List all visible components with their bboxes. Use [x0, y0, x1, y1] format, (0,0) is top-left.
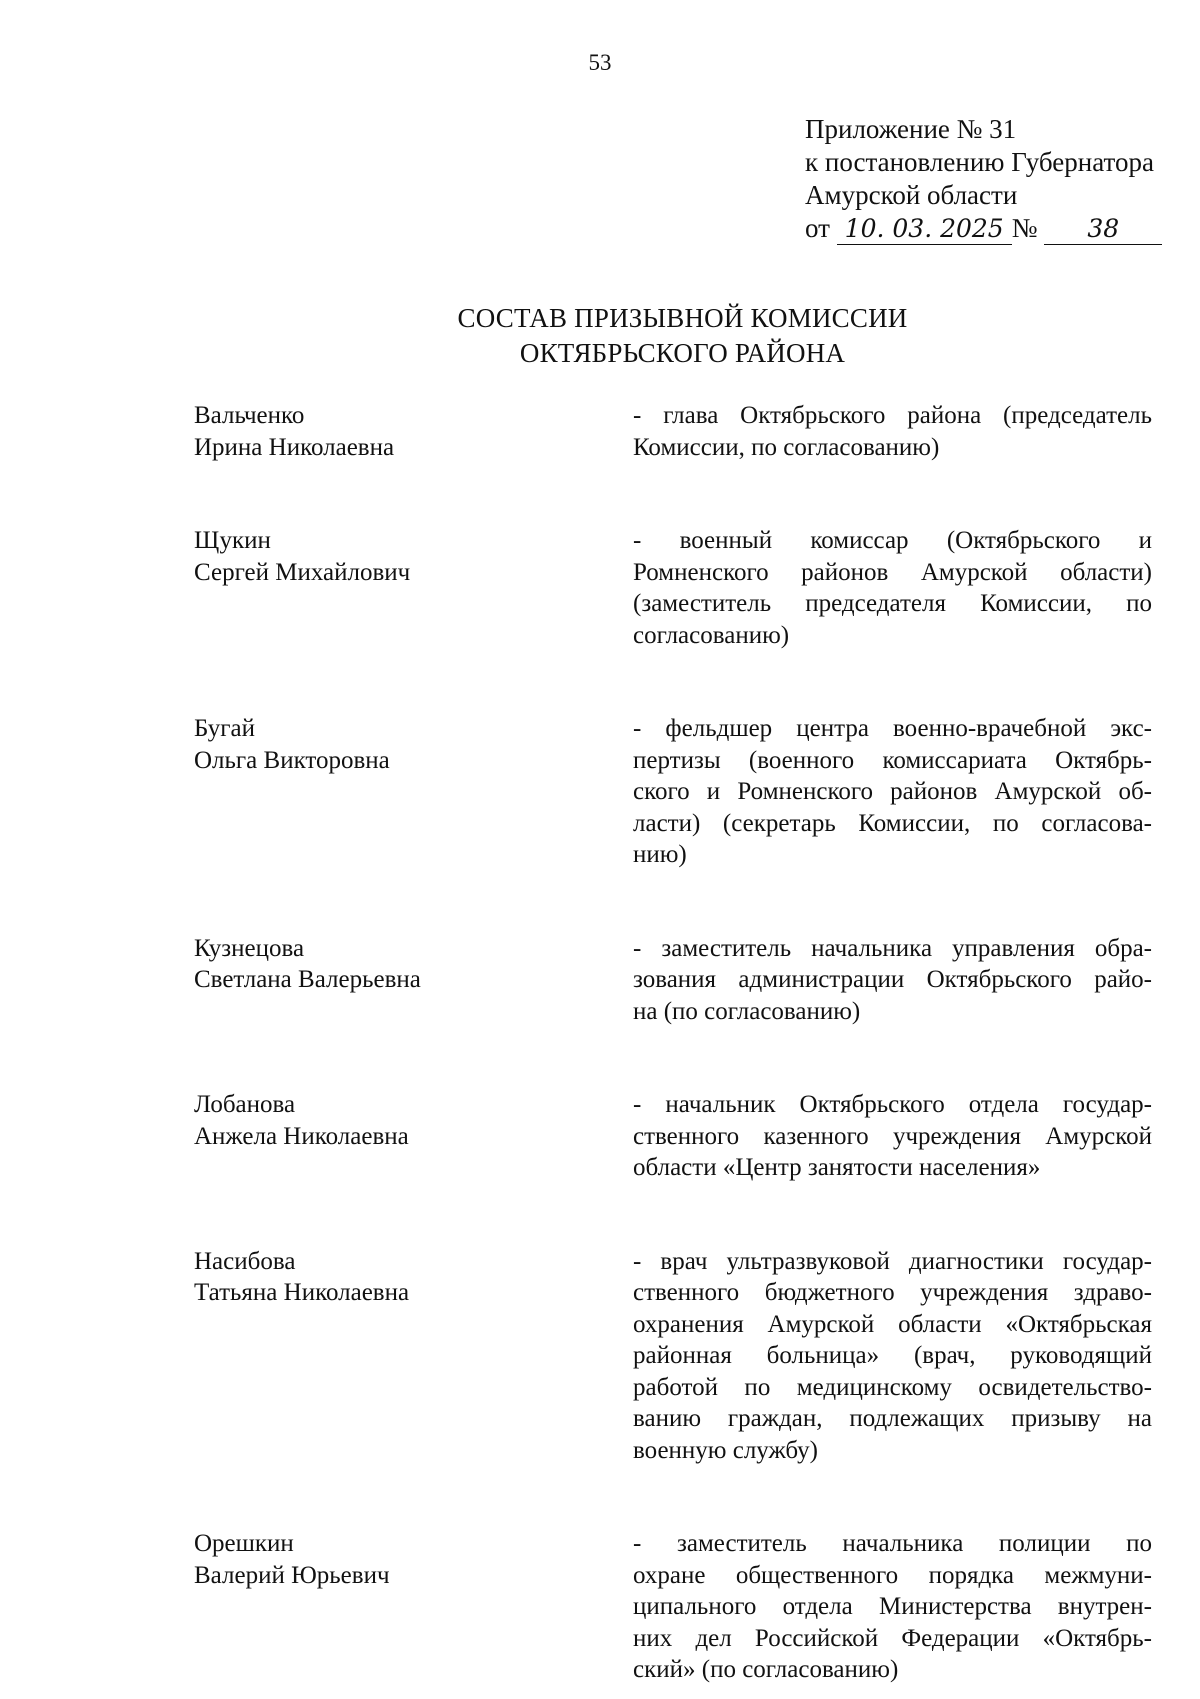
member-role	[633, 400, 1152, 463]
member-role	[633, 1246, 1152, 1467]
member-role	[633, 713, 1152, 871]
title-line-2: ОКТЯБРЬСКОГО РАЙОНА	[519, 338, 846, 368]
role-line: зования администрации Октябрьского райо-	[633, 966, 1152, 993]
member-given-names: Ирина Николаевна	[194, 433, 395, 461]
handwritten-date: 10. 03. 2025	[837, 214, 1012, 245]
role-line: ственного казенного учреждения Амурской	[633, 1122, 1152, 1150]
role-line: - врач ультразвуковой диагностики государ-	[633, 1247, 1152, 1275]
role-line: них дел Российской Федерации «Октябрь-	[633, 1624, 1152, 1652]
role-line: - военный комиссар (Октябрьского и	[633, 527, 1152, 554]
member-given-names: Анжела Николаевна	[194, 1122, 409, 1150]
members-list	[194, 400, 1152, 1686]
member-surname: Бугай	[194, 715, 255, 742]
role-line: ского и Ромненского районов Амурской об-	[633, 778, 1152, 805]
role-line: охране общественного порядка межмуни-	[633, 1561, 1152, 1589]
role-line: нию)	[633, 841, 687, 868]
member-surname: Насибова	[194, 1247, 296, 1275]
role-line: согласованию)	[633, 621, 790, 649]
role-line: работой по медицинскому освидетельство-	[633, 1373, 1152, 1401]
member-surname: Кузнецова	[194, 934, 305, 962]
role-line: Комиссии, по согласованию)	[633, 433, 940, 461]
member-entry	[194, 400, 1152, 463]
member-entry	[194, 1246, 1152, 1467]
role-line: охранения Амурской области «Октябрьская	[633, 1310, 1152, 1338]
role-line: пертизы (военного комиссариата Октябрь-	[633, 746, 1152, 774]
title-line-1: СОСТАВ ПРИЗЫВНОЙ КОМИССИИ	[457, 303, 908, 333]
member-name	[194, 1528, 594, 1591]
number-label: №	[1011, 213, 1038, 243]
appendix-region: Амурской области	[805, 180, 1018, 210]
role-line: ственного бюджетного учреждения здраво-	[633, 1279, 1152, 1306]
member-given-names: Татьяна Николаевна	[194, 1279, 410, 1306]
role-line: - глава Октябрьского района (председатель	[633, 402, 1152, 429]
role-line: ский» (по согласованию)	[633, 1656, 899, 1683]
role-line: военную службу)	[633, 1436, 818, 1464]
role-line: ципального отдела Министерства внутрен-	[633, 1593, 1152, 1620]
member-surname: Лобанова	[194, 1091, 296, 1118]
appendix-date-line	[805, 212, 1162, 245]
role-line: - заместитель начальника полиции по	[633, 1530, 1152, 1557]
member-name	[194, 1246, 594, 1309]
role-line: области «Центр занятости населения»	[633, 1154, 1041, 1181]
member-surname: Щукин	[194, 527, 271, 554]
role-line: - фельдшер центра военно-врачебной экс-	[633, 715, 1152, 742]
member-entry	[194, 933, 1152, 1028]
member-role	[633, 1089, 1152, 1184]
role-line: районная больница» (врач, руководящий	[633, 1342, 1152, 1369]
member-given-names: Сергей Михайлович	[194, 558, 411, 586]
role-line: ласти) (секретарь Комиссии, по согласова-	[633, 809, 1152, 837]
member-name	[194, 933, 594, 996]
role-line: - заместитель начальника управления обра-	[633, 934, 1152, 962]
role-line: - начальник Октябрьского отдела государ-	[633, 1091, 1152, 1118]
appendix-title: Приложение № 31	[805, 114, 1017, 144]
role-line: на (по согласованию)	[633, 997, 861, 1025]
from-prefix: от	[805, 213, 830, 243]
member-role	[633, 1528, 1152, 1686]
document-title	[0, 301, 1200, 371]
member-name	[194, 400, 594, 463]
member-name	[194, 525, 594, 588]
member-entry	[194, 525, 1152, 651]
member-surname: Орешкин	[194, 1530, 294, 1557]
member-entry	[194, 1528, 1152, 1686]
appendix-block	[805, 113, 1162, 245]
member-name	[194, 713, 594, 776]
page-number: 53	[588, 50, 612, 75]
role-line: ванию граждан, подлежащих призыву на	[633, 1405, 1152, 1432]
member-role	[633, 933, 1152, 1028]
role-line: (заместитель председателя Комиссии, по	[633, 590, 1152, 617]
member-entry	[194, 1089, 1152, 1184]
member-name	[194, 1089, 594, 1152]
appendix-subtitle: к постановлению Губернатора	[805, 147, 1154, 177]
role-line: Ромненского районов Амурской области)	[633, 558, 1152, 586]
member-role	[633, 525, 1152, 651]
member-entry	[194, 713, 1152, 871]
member-given-names: Светлана Валерьевна	[194, 966, 421, 993]
member-surname: Вальченко	[194, 402, 305, 429]
handwritten-number: 38	[1044, 214, 1162, 245]
member-given-names: Ольга Викторовна	[194, 746, 390, 774]
member-given-names: Валерий Юрьевич	[194, 1561, 390, 1589]
